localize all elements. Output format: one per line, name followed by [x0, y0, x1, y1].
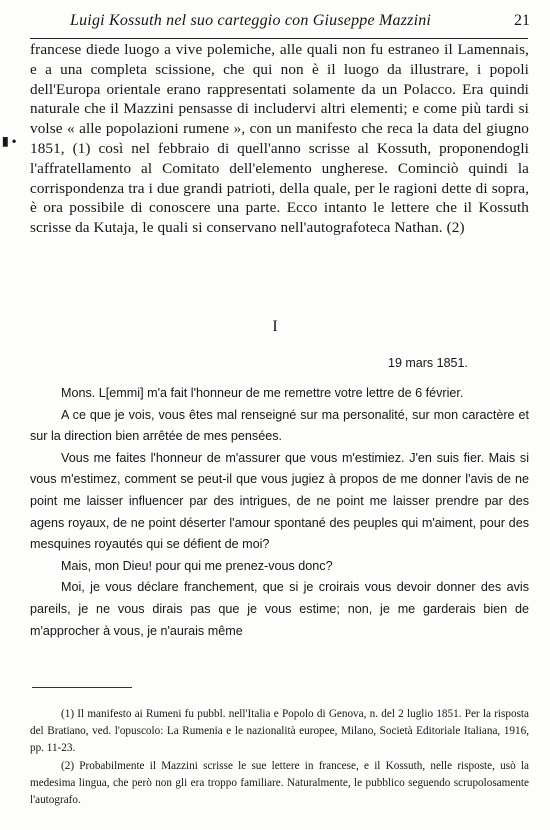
letter-paragraph: Mons. L[emmi] m'a fait l'honneur de me remettre votre lettre de 6 février.: [61, 386, 464, 400]
footnotes: [30, 706, 529, 811]
letter-date: 19 mars 1851.: [388, 356, 468, 370]
letter-number: I: [272, 318, 278, 335]
footnote-rule: [32, 687, 132, 688]
letter-paragraph: Mais, mon Dieu! pour qui me prenez-vous donc?: [61, 558, 333, 573]
letter-paragraph: A ce que je vois, vous êtes mal renseigné sur ma personalité, sur mon caractère et sur la direction bien arrêtée de mes pensées.: [30, 407, 529, 444]
page-header: [70, 10, 530, 40]
footnote: (1) Il manifesto ai Rumeni fu pubbl. nell'Italia e Popolo di Genova, n. del 2 luglio 1851. Per la risposta del Bratiano, ved. l'opuscolo: La Rumenia e le nazionalità europee, Milano, Società Editoriale Italiana, 1916, pp. 11-23.: [30, 708, 529, 754]
page-number: 21: [514, 12, 530, 29]
running-title: Luigi Kossuth nel suo carteggio con Giuseppe Mazzini: [70, 12, 432, 29]
letter-paragraph: Vous me faites l'honneur de m'assurer que vous m'estimiez. J'en suis fier. Mais si vous m'estimez, comment se peut-il que vous jugiez à propos de me donner l'avis de ne point me laisser influencer par des intrigues, de ne point me laisser prendre par des agens royaux, de ne point déserter l'amour spontané des peuples qui m'aiment, pour des mesquines royautés qui se défient de moi?: [30, 450, 529, 552]
margin-mark: ▮ •: [2, 134, 17, 148]
header-rule: [30, 38, 528, 39]
italian-text: [30, 40, 529, 238]
italian-paragraph: francese diede luogo a vive polemiche, alle quali non fu estraneo il Lamennais, e a una completa scissione, che qui non è il luogo da illustrare, i popoli dell'Europa orientale erano rappresentati solamente da un Polacco. Era quindi naturale che il Mazzini pensasse di includervi altri elementi; e come più tardi si volse « alle popolazioni rumene », con un manifesto che reca la data del giugno 1851, (1) così nel febbraio di quell'anno scrisse al Kossuth, proponendogli l'affratellamento al Comitato dell'elemento ungherese. Cominciò quindi la corrispondenza tra i due grandi patrioti, della quale, per le ragioni dette di sopra, è ora possibile di conoscere una parte. Ecco intanto le lettere che il Kossuth scrisse da Kutaja, le quali si conservano nell'autografoteca Nathan. (2): [30, 41, 529, 237]
letter-body: [30, 383, 529, 642]
letter-paragraph: Moi, je vous déclare franchement, que si je croirais vous devoir donner des avis pareils, je ne vous dirais pas que je vous estime; non, je me garderais bien de m'approcher à vous, je n'aurais même: [30, 580, 529, 638]
footnote: (2) Probabilmente il Mazzini scrisse le sue lettere in francese, e il Kossuth, nelle risposte, usò la medesima lingua, che però non gli era troppo familiare. Naturalmente, le pubblico seguendo scrupolosamente l'autografo.: [30, 760, 529, 806]
